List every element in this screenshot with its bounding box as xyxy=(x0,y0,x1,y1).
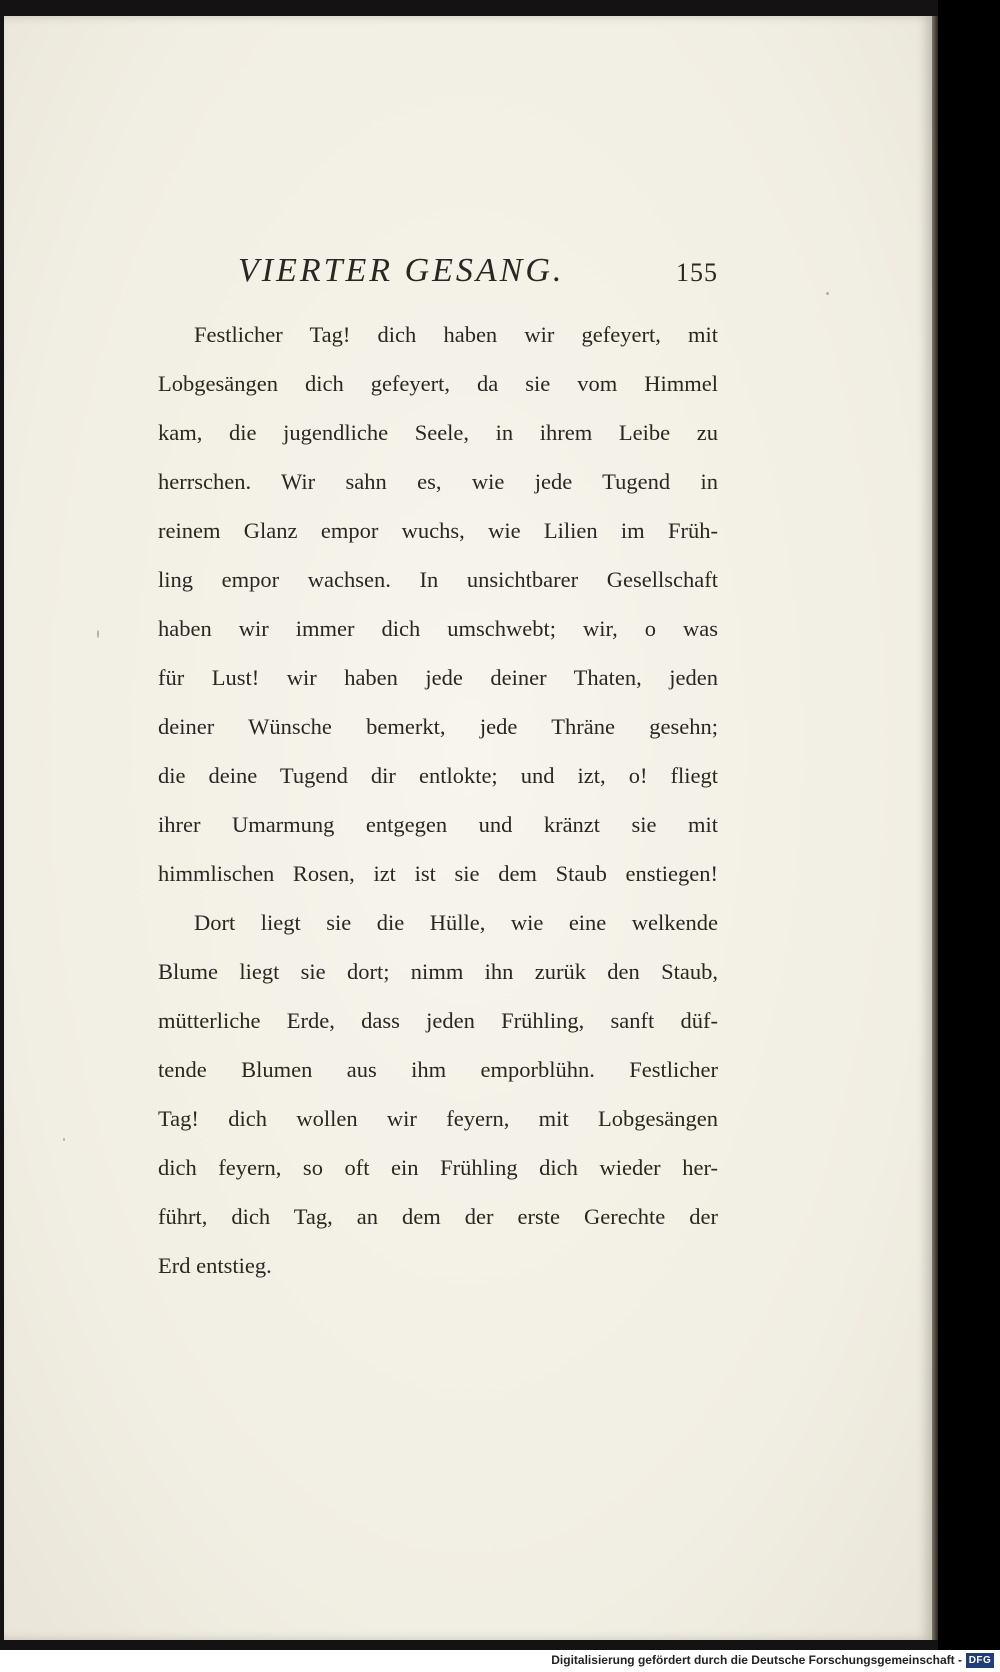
text-line: kam, die jugendliche Seele, in ihrem Leibe zu xyxy=(158,420,718,445)
text-line: Lobgesängen dich gefeyert, da sie vom Himmel xyxy=(158,371,718,396)
text-line: führt, dich Tag, an dem der erste Gerechte der xyxy=(158,1204,718,1229)
text-line: Erd entstieg. xyxy=(158,1253,272,1278)
text-line: himmlischen Rosen, izt ist sie dem Staub enstiegen! xyxy=(158,861,718,886)
text-line: ihrer Umarmung entgegen und kränzt sie mit xyxy=(158,812,718,837)
paper-speck xyxy=(97,630,99,638)
text-line: Blume liegt sie dort; nimm ihn zurük den Staub, xyxy=(158,959,718,984)
text-line: deiner Wünsche bemerkt, jede Thräne gesehn; xyxy=(158,714,718,739)
text-line: reinem Glanz empor wuchs, wie Lilien im Früh- xyxy=(158,518,718,543)
text-line: haben wir immer dich umschwebt; wir, o was xyxy=(158,616,718,641)
paragraph xyxy=(158,310,718,898)
footer-bar xyxy=(0,1650,1000,1672)
scan-border xyxy=(938,0,1000,1650)
page-text xyxy=(158,252,718,1290)
text-line: für Lust! wir haben jede deiner Thaten, jeden xyxy=(158,665,718,690)
text-line: ling empor wachsen. In unsichtbarer Gesellschaft xyxy=(158,567,718,592)
chapter-heading: VIERTER GESANG. xyxy=(238,252,565,289)
paper-speck xyxy=(63,1138,65,1141)
text-line: die deine Tugend dir entlokte; und izt, o! fliegt xyxy=(158,763,718,788)
text-line: Dort liegt sie die Hülle, wie eine welkende xyxy=(194,910,718,935)
text-line: tende Blumen aus ihm emporblühn. Festlicher xyxy=(158,1057,718,1082)
text-line: Tag! dich wollen wir feyern, mit Lobgesängen xyxy=(158,1106,718,1131)
dfg-logo-icon: DFG xyxy=(966,1653,994,1668)
text-line: herrschen. Wir sahn es, wie jede Tugend in xyxy=(158,469,718,494)
paragraph xyxy=(158,898,718,1290)
page-number: 155 xyxy=(676,258,718,287)
text-line: dich feyern, so oft ein Frühling dich wieder her- xyxy=(158,1155,718,1180)
running-head xyxy=(158,252,718,296)
paper-speck xyxy=(826,292,829,295)
text-line: Festlicher Tag! dich haben wir gefeyert, mit xyxy=(194,322,718,347)
funding-credit: Digitalisierung gefördert durch die Deutsche Forschungsgemeinschaft - xyxy=(551,1653,962,1667)
text-line: mütterliche Erde, dass jeden Frühling, sanft düf- xyxy=(158,1008,718,1033)
